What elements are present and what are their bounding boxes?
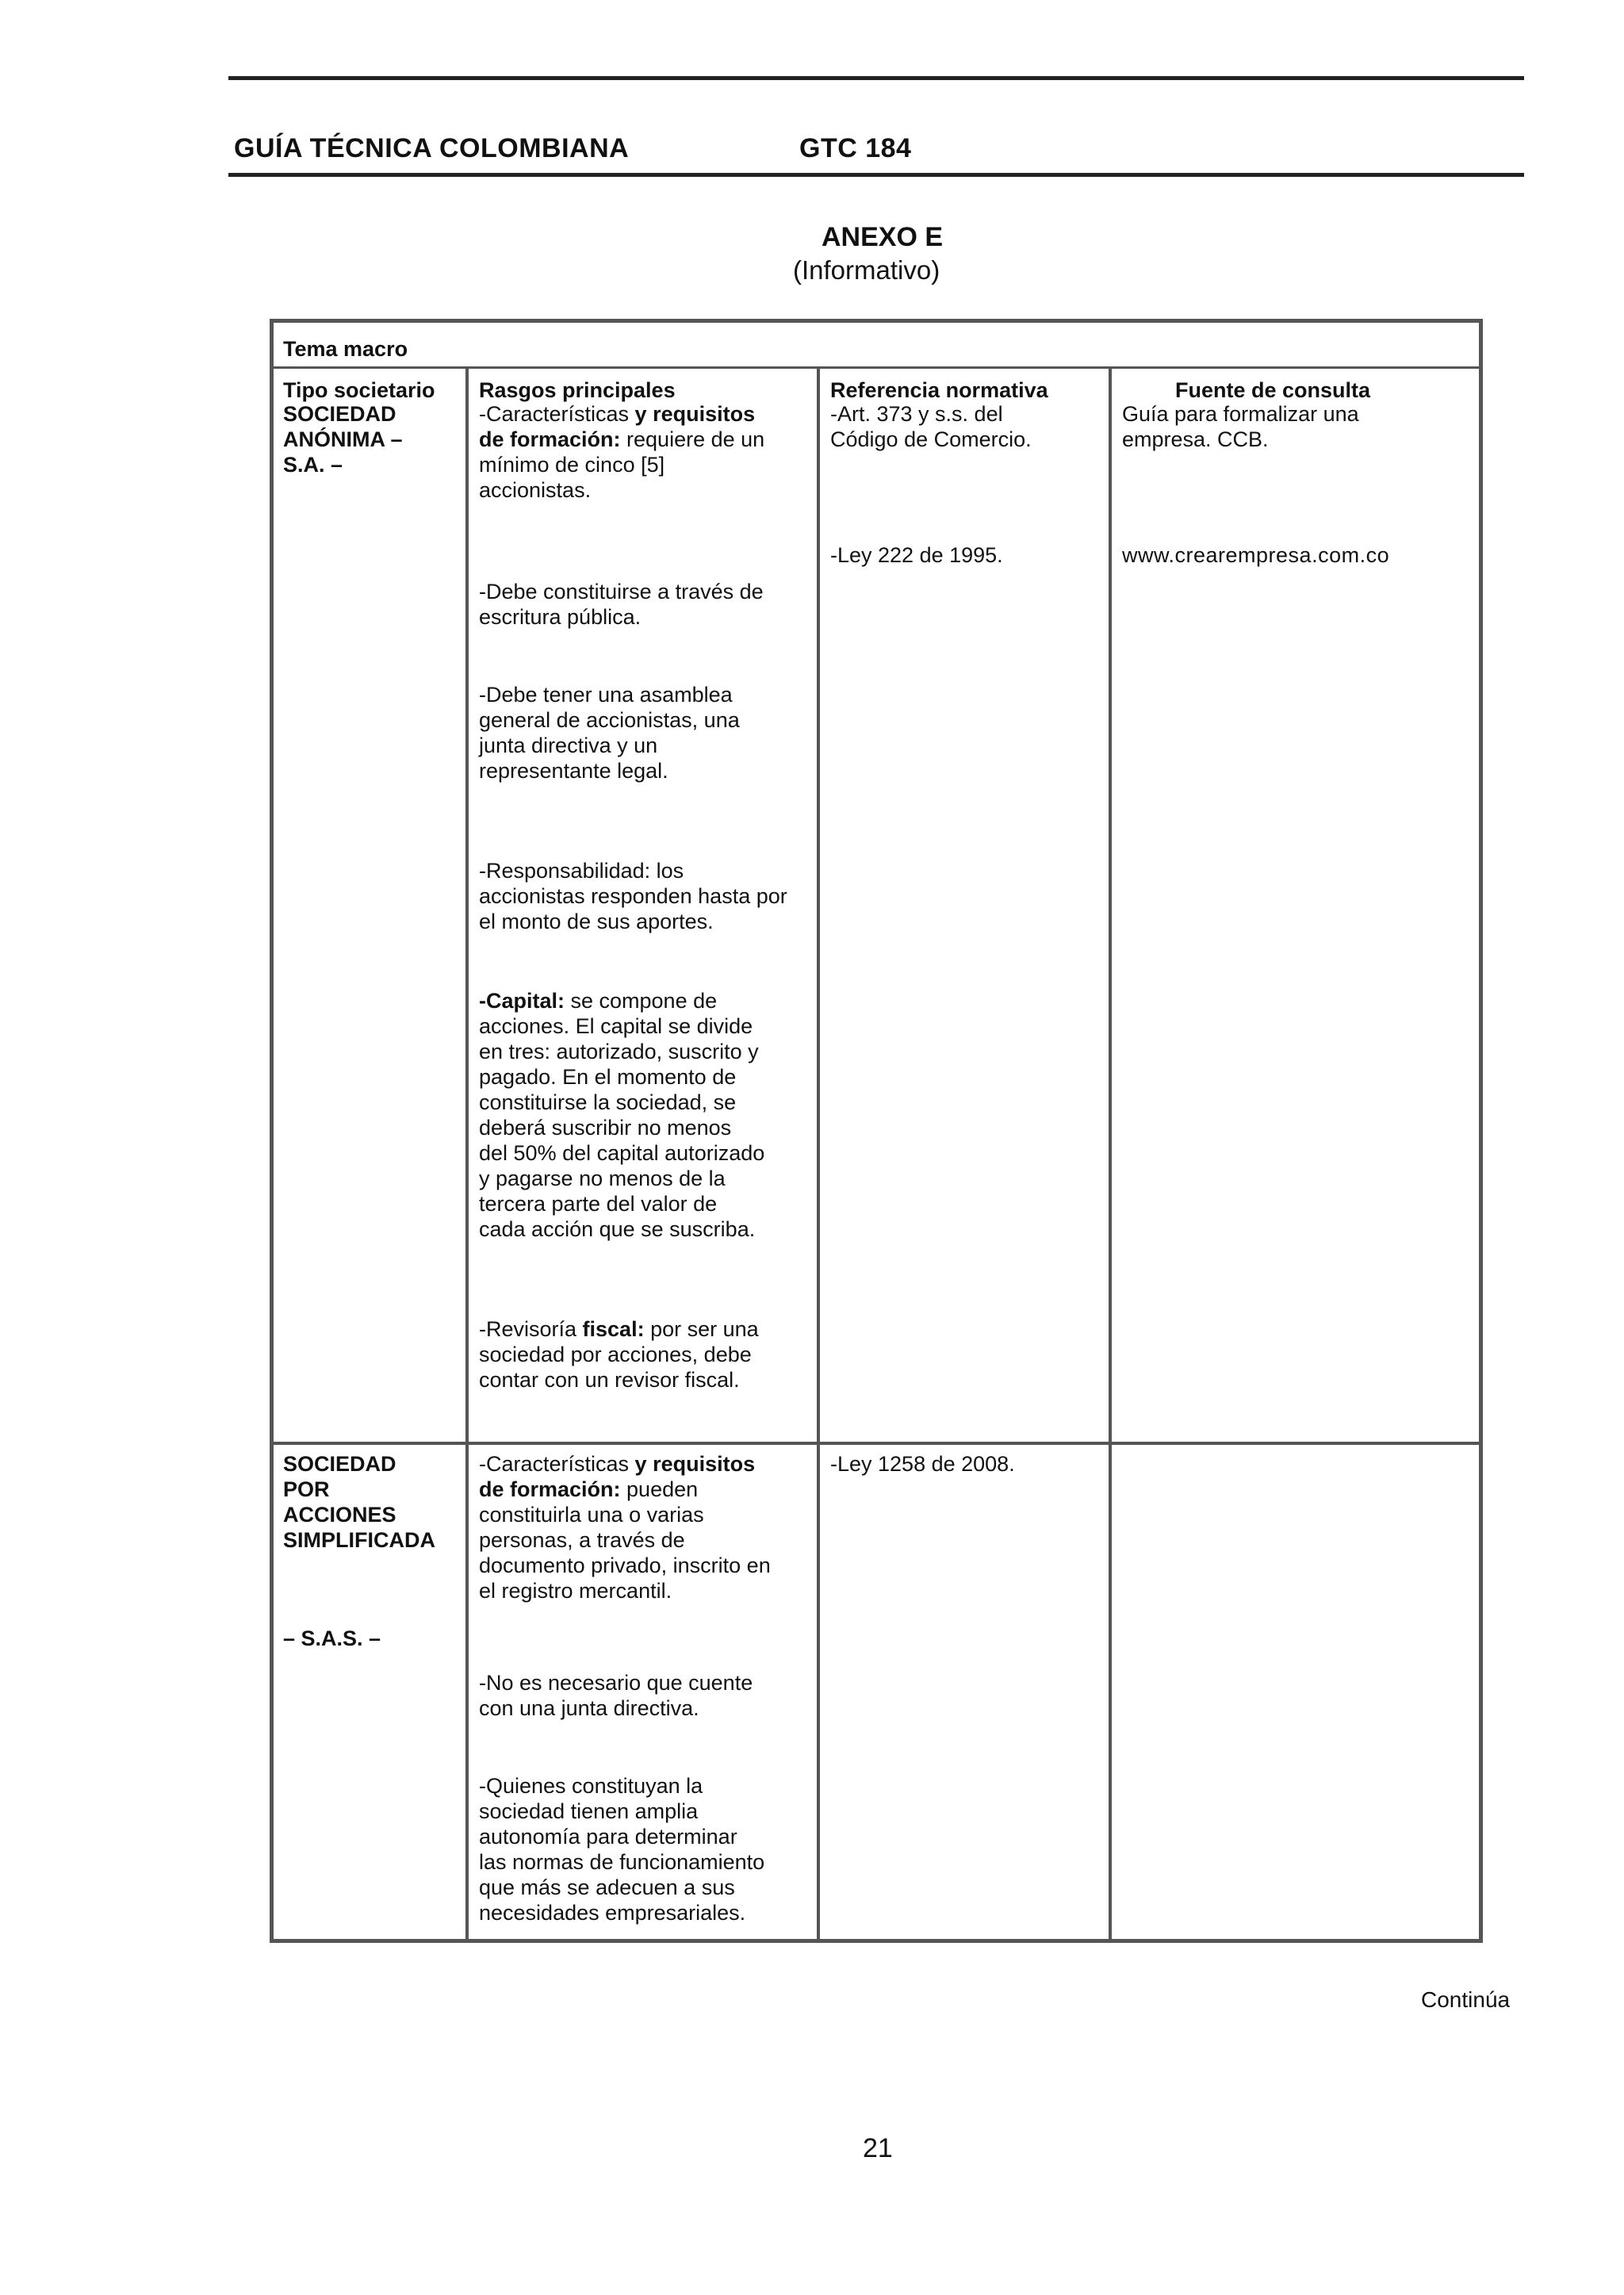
sa-capital-line: constituirse la sociedad, se [479, 1090, 737, 1114]
sa-revisoria-first-line [479, 1316, 759, 1342]
sa-rasgos-formacion: de formación: [479, 427, 621, 451]
sa-responsabilidad-line: -Responsabilidad: los [479, 859, 684, 883]
sa-capital-label: -Capital: [479, 989, 565, 1013]
sas-junta-line: con una junta directiva. [479, 1696, 699, 1720]
sas-constituir-line: el registro mercantil. [479, 1579, 672, 1603]
table-border-left [270, 319, 274, 1943]
page-number: 21 [863, 2133, 893, 2163]
sa-asamblea-line: representante legal. [479, 759, 668, 783]
column-divider-2 [817, 366, 820, 1941]
table-border-bottom [270, 1939, 1483, 1943]
sa-revisoria-line: contar con un revisor fiscal. [479, 1368, 740, 1392]
sa-asamblea-line: -Debe tener una asamblea [479, 683, 733, 707]
sa-capital-compone: se compone de [565, 989, 718, 1013]
sas-constituir-line: personas, a través de [479, 1528, 685, 1552]
sa-capital-line: pagado. En el momento de [479, 1065, 737, 1089]
sas-type-line: POR [283, 1477, 330, 1501]
sas-type-line: ACCIONES [283, 1503, 396, 1527]
sas-junta-line: -No es necesario que cuente [479, 1671, 753, 1695]
tema-row-divider [270, 366, 1483, 369]
sa-ref-art: -Art. 373 y s.s. del [830, 402, 1003, 426]
sa-capital-line: acciones. El capital se divide [479, 1014, 753, 1038]
sa-capital-line: y pagarse no menos de la [479, 1167, 726, 1190]
guide-title: GUÍA TÉCNICA COLOMBIANA [234, 133, 630, 163]
header-referencia-normativa: Referencia normativa [830, 378, 1048, 402]
header-bottom-rule [228, 173, 1524, 177]
sa-revisoria-porser: por ser una [644, 1317, 759, 1341]
sas-autonomia-line: -Quienes constituyan la [479, 1774, 703, 1798]
sa-ref-ley: -Ley 222 de 1995. [830, 543, 1003, 567]
sa-capital-line: del 50% del capital autorizado [479, 1141, 765, 1165]
sas-autonomia-line: necesidades empresariales. [479, 1901, 746, 1925]
sa-revisoria-line: sociedad por acciones, debe [479, 1343, 752, 1366]
sas-autonomia-line: que más se adecuen a sus [479, 1875, 735, 1899]
sa-fuente-ccb: empresa. CCB. [1122, 427, 1269, 451]
guide-code: GTC 184 [799, 133, 912, 163]
sa-type-line: ANÓNIMA – [283, 427, 403, 451]
sa-fuente-url: www.crearempresa.com.co [1122, 543, 1390, 567]
sa-responsabilidad-line: el monto de sus aportes. [479, 910, 714, 933]
continua-label: Continúa [1421, 1987, 1511, 2012]
sa-escritura-line: -Debe constituirse a través de [479, 580, 764, 603]
sa-rasgos-accionistas: accionistas. [479, 478, 592, 502]
sas-rasgos-first-line [479, 1451, 755, 1477]
column-divider-3 [1109, 366, 1112, 1941]
header-rasgos-principales: Rasgos principales [479, 378, 676, 402]
table-border-top [270, 319, 1483, 323]
header-top-rule [228, 76, 1524, 80]
sas-rasgos-formacion: de formación: [479, 1477, 621, 1501]
sa-capital-line: tercera parte del valor de [479, 1192, 718, 1216]
header-tipo-societario: Tipo societario [283, 378, 435, 402]
sa-rasgos-caracteristicas: -Características [479, 402, 635, 426]
sas-rasgos-caracteristicas: -Características [479, 1452, 635, 1476]
sa-type-line: S.A. – [283, 453, 343, 477]
column-divider-1 [465, 366, 469, 1941]
annex-subtitle: (Informativo) [793, 255, 940, 285]
sa-capital-line: en tres: autorizado, suscrito y [479, 1040, 759, 1063]
tema-macro-label: Tema macro [283, 337, 408, 361]
sa-capital-line: cada acción que se suscriba. [479, 1217, 756, 1241]
sa-capital-line: deberá suscribir no menos [479, 1116, 732, 1140]
sa-asamblea-line: general de accionistas, una [479, 708, 740, 732]
sa-revisoria-label: -Revisoría [479, 1317, 583, 1341]
sas-ref-ley: -Ley 1258 de 2008. [830, 1452, 1015, 1476]
sa-ref-codigo: Código de Comercio. [830, 427, 1032, 451]
sas-autonomia-line: sociedad tienen amplia [479, 1799, 699, 1823]
sas-rasgos-pueden: pueden [620, 1477, 699, 1501]
sas-constituir-line: documento privado, inscrito en [479, 1554, 771, 1577]
table-border-right [1479, 319, 1483, 1943]
sas-constituir-line: constituirla una o varias [479, 1503, 704, 1527]
sa-rasgos-requisitos: y requisitos [634, 402, 756, 426]
sas-row-divider [270, 1442, 1483, 1445]
sas-type-line: SOCIEDAD [283, 1452, 396, 1476]
sa-asamblea-line: junta directiva y un [479, 734, 658, 757]
sas-autonomia-line: autonomía para determinar [479, 1825, 737, 1849]
header-fuente-consulta: Fuente de consulta [1175, 378, 1371, 402]
sa-type-line: SOCIEDAD [283, 402, 396, 426]
sa-capital-first-line [479, 988, 717, 1013]
sa-fuente-guia: Guía para formalizar una [1122, 402, 1359, 426]
sa-rasgos-second-line [479, 427, 764, 452]
sa-responsabilidad-line: accionistas responden hasta por [479, 884, 787, 908]
sa-escritura-line: escritura pública. [479, 605, 642, 629]
annex-title: ANEXO E [822, 222, 944, 252]
sas-type-abbr: – S.A.S. – [283, 1626, 381, 1650]
sa-rasgos-minimo: mínimo de cinco [5] [479, 453, 665, 477]
sas-rasgos-requisitos: y requisitos [634, 1452, 756, 1476]
sa-revisoria-fiscal: fiscal: [582, 1317, 645, 1341]
sas-autonomia-line: las normas de funcionamiento [479, 1850, 765, 1874]
sas-rasgos-second-line [479, 1477, 698, 1502]
sa-rasgos-first-line [479, 401, 755, 427]
sa-rasgos-requiere: requiere de un [620, 427, 765, 451]
sas-type-line: SIMPLIFICADA [283, 1528, 435, 1552]
